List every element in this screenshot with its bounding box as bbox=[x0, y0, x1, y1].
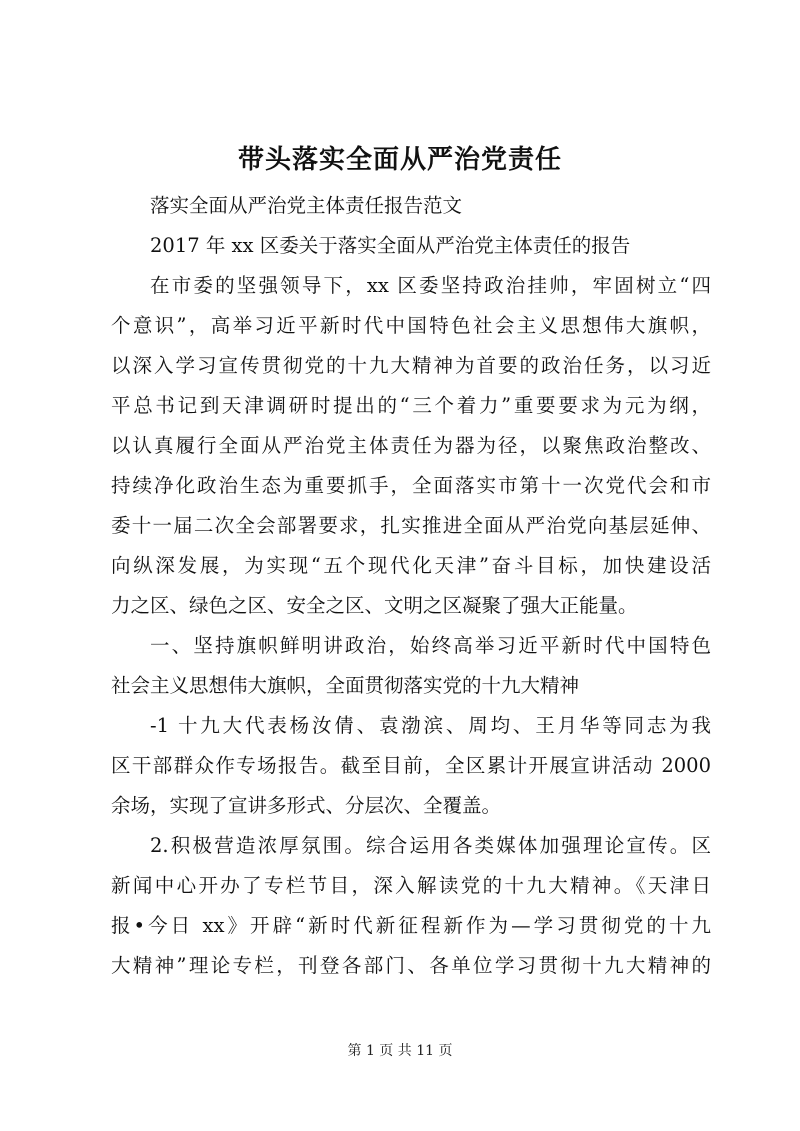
paragraph-line: 在市委的坚强领导下，xx 区委坚持政治挂帅，牢固树立“四 bbox=[150, 274, 711, 297]
paragraph-line: 余场，实现了宣讲多形式、分层次、全覆盖。 bbox=[111, 794, 502, 817]
paragraph-line: 新闻中心开办了专栏节目，深入解读党的十九大精神。《天津日 bbox=[111, 874, 711, 897]
paragraph-line: 向纵深发展，为实现“五个现代化天津”奋斗目标，加快建设活 bbox=[111, 554, 711, 577]
section-heading-line: 社会主义思想伟大旗帜，全面贯彻落实党的十九大精神 bbox=[111, 674, 580, 697]
document-title: 带头落实全面从严治党责任 bbox=[237, 145, 562, 175]
section-heading-line: 一、坚持旗帜鲜明讲政治，始终高举习近平新时代中国特色 bbox=[150, 634, 711, 657]
document-body bbox=[111, 186, 711, 986]
paragraph-line: 以认真履行全面从严治党主体责任为器为径，以聚焦政治整改、 bbox=[111, 434, 711, 457]
paragraph-line: 报•今日 xx》开辟“新时代新征程新作为—学习贯彻党的十九 bbox=[111, 914, 711, 937]
paragraph-line: -1 十九大代表杨汝倩、袁渤滨、周均、王月华等同志为我 bbox=[150, 714, 711, 737]
subtitle-line: 落实全面从严治党主体责任报告范文 bbox=[150, 194, 463, 217]
paragraph-line: 大精神”理论专栏，刊登各部门、各单位学习贯彻十九大精神的 bbox=[111, 954, 711, 977]
paragraph-line: 委十一届二次全会部署要求，扎实推进全面从严治党向基层延伸、 bbox=[111, 514, 711, 537]
paragraph-line: 力之区、绿色之区、安全之区、文明之区凝聚了强大正能量。 bbox=[111, 594, 638, 617]
paragraph-line: 持续净化政治生态为重要抓手，全面落实市第十一次党代会和市 bbox=[111, 474, 711, 497]
page-number-footer: 第 1 页 共 11 页 bbox=[347, 1043, 453, 1059]
paragraph-line: 平总书记到天津调研时提出的“三个着力”重要要求为元为纲， bbox=[111, 394, 711, 417]
paragraph-line: 个意识”，高举习近平新时代中国特色社会主义思想伟大旗帜， bbox=[111, 314, 711, 337]
paragraph-line: 区干部群众作专场报告。截至目前，全区累计开展宣讲活动 2000 bbox=[111, 754, 711, 777]
paragraph-line: 2.积极营造浓厚氛围。综合运用各类媒体加强理论宣传。区 bbox=[150, 834, 711, 857]
paragraph-line: 以深入学习宣传贯彻党的十九大精神为首要的政治任务，以习近 bbox=[111, 354, 711, 377]
report-heading-line: 2017 年 xx 区委关于落实全面从严治党主体责任的报告 bbox=[150, 234, 631, 257]
